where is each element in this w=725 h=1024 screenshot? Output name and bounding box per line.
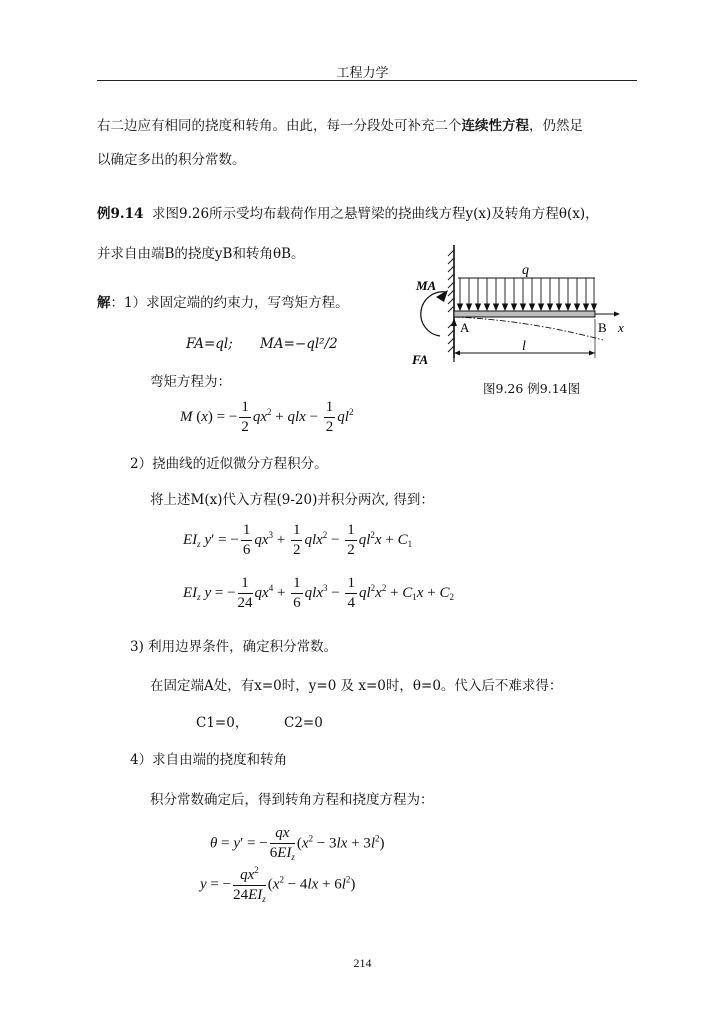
- constant-C1: C1=0，: [196, 715, 249, 731]
- step-4-text: 积分常数确定后，得到转角方程和挠度方程为：: [150, 792, 434, 808]
- paragraph-line: 以确定多出的积分常数。: [97, 152, 246, 168]
- solution-step-3: 3) 利用边界条件，确定积分常数。: [130, 639, 338, 655]
- beam: [454, 311, 595, 317]
- label-A: A: [460, 320, 470, 335]
- wall-hatching: [448, 250, 454, 352]
- label-q: q: [522, 263, 529, 278]
- example-text-line2: 并求自由端B的挠度yB和转角θB。: [97, 246, 305, 262]
- page-header-title: 工程力学: [336, 66, 389, 81]
- equation-moment: M (x) = − $\frac{1}{2}$ $qx^2$ + qlx − $\frac{1}{2}$ $ql^2$: [180, 399, 354, 435]
- step-3-text: 在固定端A处，有x=0时，y=0 及 x=0时，θ=0。代入后不难求得：: [150, 678, 563, 694]
- solution-step-4: 4）求自由端的挠度和转角: [130, 752, 288, 768]
- equation-theta: θ = y′ = − $\frac{qx}{6EI_z}$ $(x^2 - 3lx + 3l^2)$: [210, 825, 385, 862]
- solution-step-2: 2）挠曲线的近似微分方程积分。: [130, 456, 328, 472]
- label-FA: FA: [412, 352, 429, 367]
- label-B: B: [598, 320, 607, 335]
- figure-caption: 图9.26 例9.14图: [483, 381, 581, 396]
- paragraph-line: [97, 120, 583, 134]
- reaction-FA: FA=ql;: [186, 336, 233, 352]
- constant-C2: C2=0: [284, 715, 323, 731]
- dimension-arrow-left: [454, 351, 460, 356]
- reaction-force-arrow: [451, 318, 457, 326]
- example-heading: [97, 208, 599, 222]
- moment-intro: 弯矩方程为：: [150, 374, 231, 390]
- text-span: 右二边应有相同的挠度和转角。由此，每一分段处可补充二个: [97, 118, 462, 134]
- cantilever-beam-figure: [412, 240, 638, 380]
- load-arrows: [458, 278, 597, 310]
- label-l: l: [522, 339, 526, 354]
- equation-y: y = − $\frac{qx^2}{24EI_z}$ $(x^2 - 4lx + 6l^2)$: [200, 865, 356, 904]
- bold-term: 连续性方程: [461, 118, 529, 134]
- equation-deflection-integral: $EI_z$ y = − $\frac{1}{24}$ $qx^4$ + $\frac{1}{6}$ qlx$^3$ − $\frac{1}{4}$ $ql^2x^2 + C_1x + C_2$: [183, 575, 454, 611]
- deflection-curve: [454, 317, 603, 340]
- header-rule: [97, 80, 637, 81]
- solution-label: 解: [97, 295, 111, 311]
- step-text: ：1）求固定端的约束力，写弯矩方程。: [110, 295, 349, 311]
- label-MA: MA: [416, 278, 437, 293]
- page-number: 214: [353, 956, 372, 970]
- text-span: ，仍然足: [529, 118, 583, 134]
- solution-step-1: [97, 297, 349, 311]
- label-x: x: [618, 320, 624, 335]
- reaction-MA: MA=−ql²/2: [260, 336, 338, 352]
- equation-slope-integral: $EI_z$ y′ = − $\frac{1}{6}$ $qx^3$ + $\frac{1}{2}$ qlx$^2$ − $\frac{1}{2}$ $ql^2x + C_1$: [183, 522, 413, 558]
- step-2-text: 将上述M(x)代入方程(9-20)并积分两次, 得到：: [150, 492, 434, 508]
- dimension-arrow-right: [589, 351, 595, 356]
- example-label: 例9.14: [97, 206, 144, 222]
- example-text: 求图9.26所示受均布载荷作用之悬臂梁的挠曲线方程y(x)及转角方程θ(x)，: [151, 206, 599, 222]
- x-axis-arrow: [614, 312, 620, 317]
